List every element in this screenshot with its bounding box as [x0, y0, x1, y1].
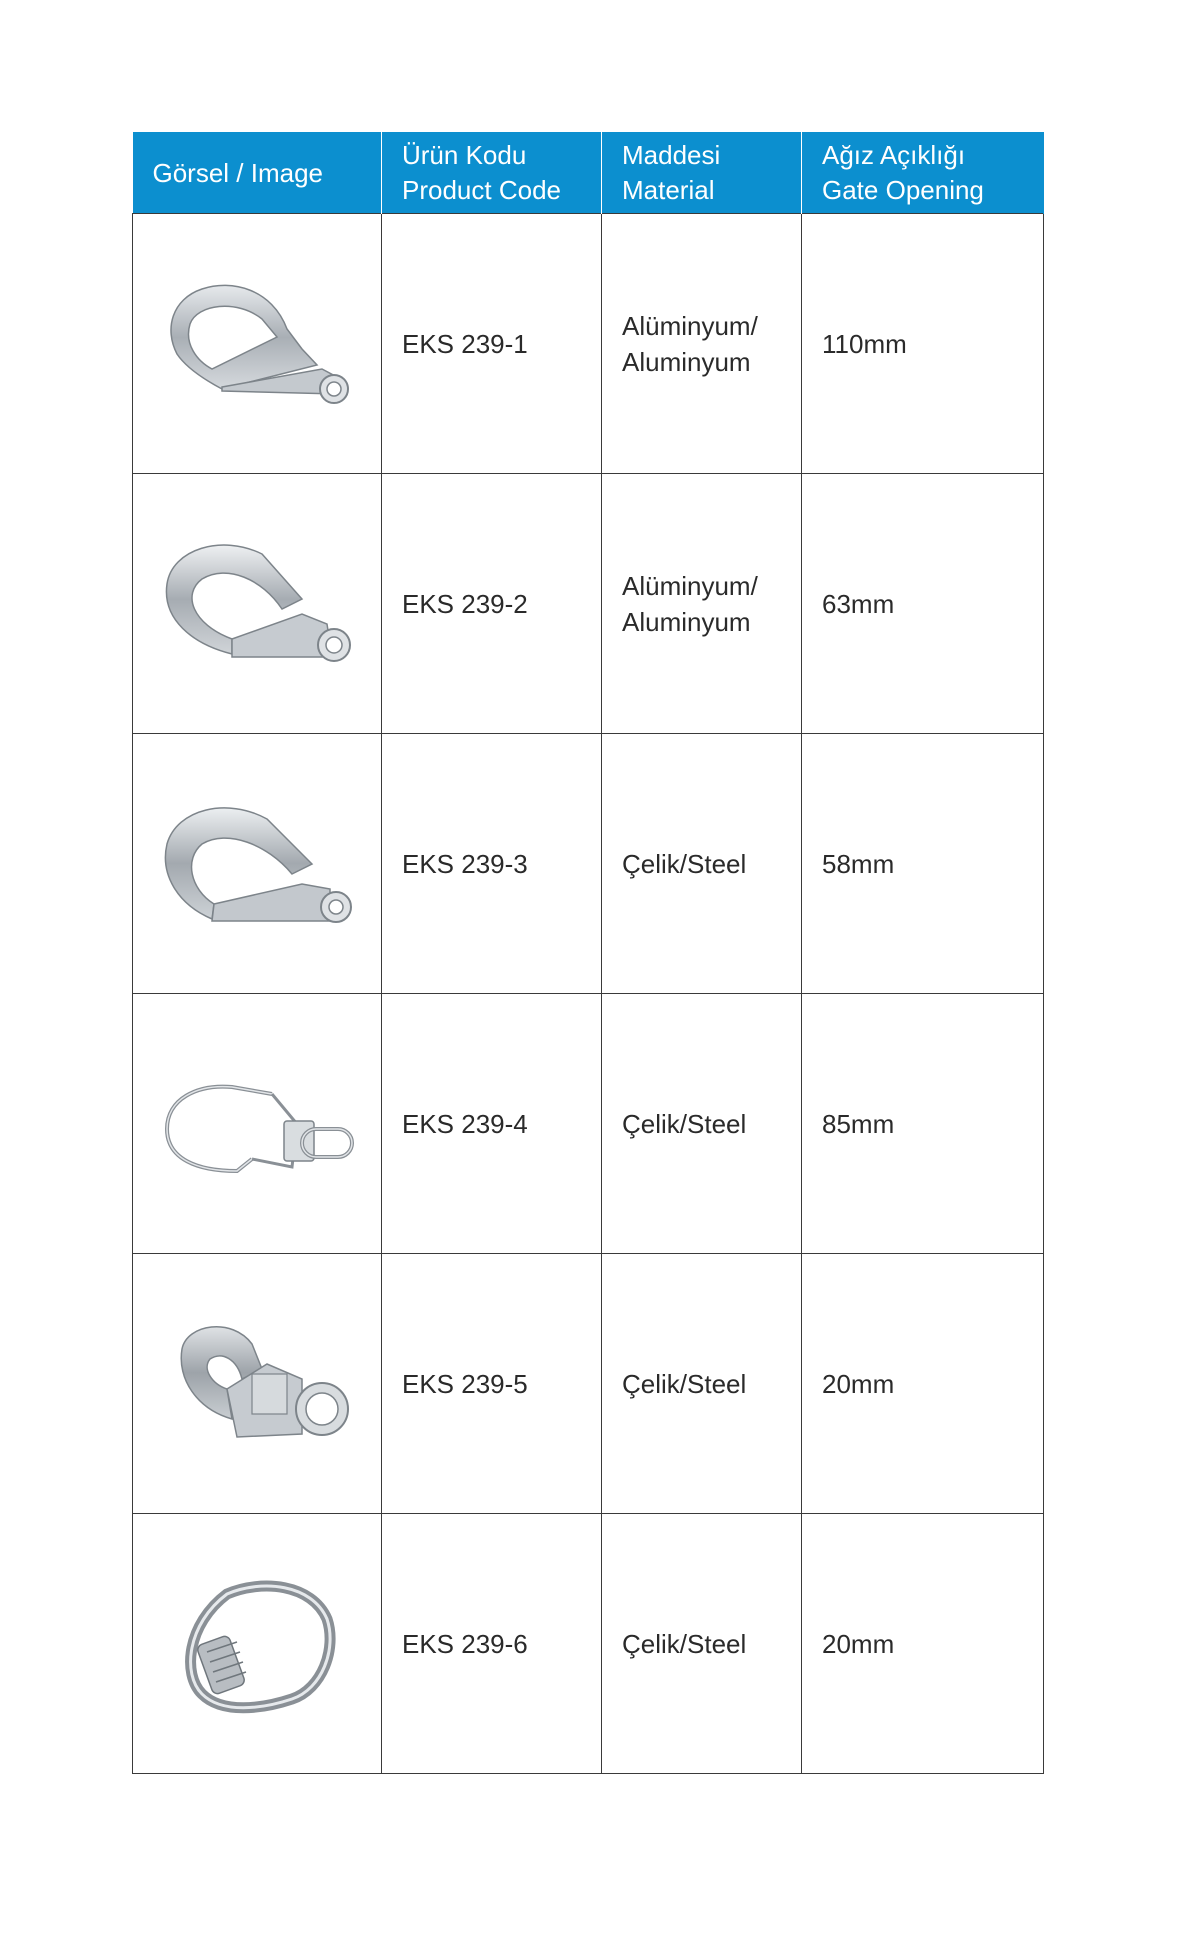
table-row: [133, 474, 1044, 734]
material-line: Aluminyum: [622, 346, 751, 377]
header-product-code-tr: Ürün Kodu: [402, 140, 527, 170]
material-line: Çelik/Steel: [622, 1108, 747, 1139]
header-image: [133, 133, 382, 214]
product-image-cell: [133, 994, 382, 1254]
product-code-cell: EKS 239-4: [382, 994, 602, 1254]
table-row: [133, 1254, 1044, 1514]
header-product-code-en: Product Code: [402, 175, 561, 205]
material-line: Çelik/Steel: [622, 848, 747, 879]
material-line: Alüminyum/: [622, 310, 758, 341]
product-image-cell: [133, 214, 382, 474]
material-line: Alüminyum/: [622, 570, 758, 601]
table-row: [133, 734, 1044, 994]
snap-hook-icon: [152, 269, 362, 419]
product-image-cell: [133, 734, 382, 994]
gate-opening-cell: 110mm: [802, 214, 1044, 474]
table-row: [133, 994, 1044, 1254]
material-line: Aluminyum: [622, 606, 751, 637]
material-cell: [602, 214, 802, 474]
header-product-code: [382, 133, 602, 214]
material-cell: [602, 1254, 802, 1514]
table-row: [133, 214, 1044, 474]
product-code-cell: EKS 239-1: [382, 214, 602, 474]
gate-opening-cell: 85mm: [802, 994, 1044, 1254]
header-material-en: Material: [622, 175, 715, 205]
product-image-cell: [133, 474, 382, 734]
table-header-row: [133, 133, 1044, 214]
wire-hook-icon: [152, 1049, 362, 1199]
product-code-cell: EKS 239-6: [382, 1514, 602, 1774]
product-image-cell: [133, 1254, 382, 1514]
product-table: [132, 132, 1044, 1774]
material-cell: [602, 1514, 802, 1774]
product-code-cell: EKS 239-2: [382, 474, 602, 734]
header-gate-opening: [802, 133, 1044, 214]
header-material: [602, 133, 802, 214]
gate-opening-cell: 63mm: [802, 474, 1044, 734]
material-cell: [602, 474, 802, 734]
product-code-cell: EKS 239-5: [382, 1254, 602, 1514]
material-cell: [602, 734, 802, 994]
product-image-cell: [133, 1514, 382, 1774]
product-code-cell: EKS 239-3: [382, 734, 602, 994]
header-material-tr: Maddesi: [622, 140, 721, 170]
snap-hook-icon: [152, 529, 362, 679]
material-cell: [602, 994, 802, 1254]
material-line: Çelik/Steel: [622, 1628, 747, 1659]
product-table-container: [132, 132, 1043, 1774]
header-image-label: Görsel / Image: [152, 157, 324, 188]
header-gate-opening-tr: Ağız Açıklığı: [822, 140, 966, 170]
snap-hook-icon: [152, 789, 362, 939]
header-gate-opening-en: Gate Opening: [822, 175, 984, 205]
gate-opening-cell: 58mm: [802, 734, 1044, 994]
small-snap-hook-icon: [152, 1309, 362, 1459]
table-row: [133, 1514, 1044, 1774]
material-line: Çelik/Steel: [622, 1368, 747, 1399]
gate-opening-cell: 20mm: [802, 1254, 1044, 1514]
gate-opening-cell: 20mm: [802, 1514, 1044, 1774]
screwgate-carabiner-icon: [152, 1564, 362, 1724]
